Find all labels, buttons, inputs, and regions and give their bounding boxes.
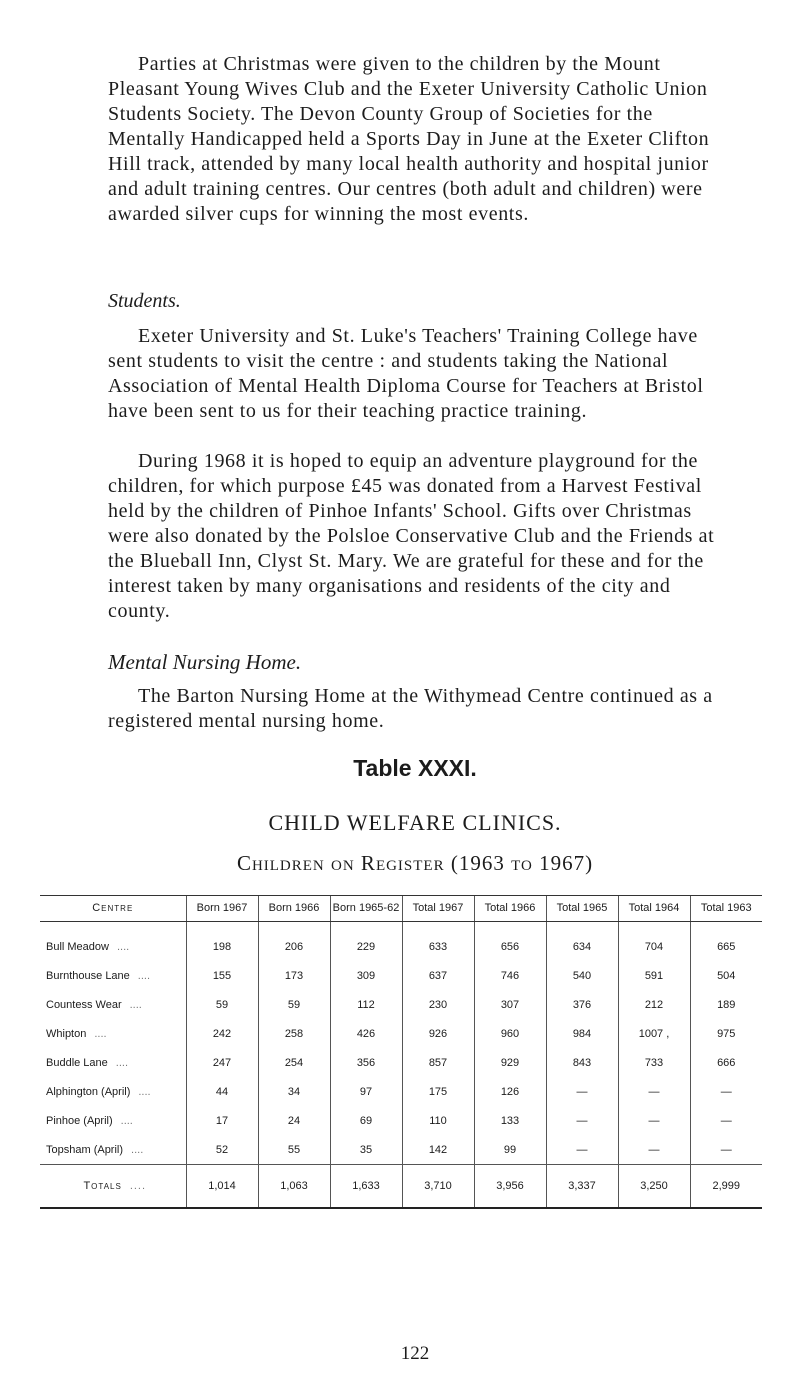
value-cell: 633: [402, 922, 474, 962]
header-total-1966: Total 1966: [474, 896, 546, 922]
centre-name: Whipton: [46, 1027, 87, 1040]
centre-name: Topsham (April): [46, 1143, 124, 1156]
value-cell: —: [618, 1106, 690, 1135]
value-cell: 843: [546, 1048, 618, 1077]
table-row: [40, 1106, 762, 1135]
value-cell: 198: [186, 922, 258, 962]
table-row: [40, 990, 762, 1019]
value-cell: 242: [186, 1019, 258, 1048]
value-cell: 309: [330, 961, 402, 990]
value-cell: 24: [258, 1106, 330, 1135]
table-subtitle-register: Children on Register (1963 to 1967): [236, 851, 594, 875]
paragraph-christmas-parties: Parties at Christmas were given to the children by the Mount Pleasant Young Wives Club and the Exeter University Catholic Union Students Society. The Devon County Group of Societies for the Mentally Handicapped held a Sports Day in June at the Exeter Clifton Hill track, attended by many local health authority and hospital junior and adult training centres. Our centres (both adult and children) were awarded silver cups for winning the most events.: [108, 53, 710, 225]
table-header-row: [40, 896, 762, 922]
leader-dots: ....: [131, 1143, 144, 1156]
value-cell: 17: [186, 1106, 258, 1135]
value-cell: 356: [330, 1048, 402, 1077]
value-cell: 3,956: [474, 1165, 546, 1209]
centre-name: Alphington (April): [46, 1085, 131, 1098]
centre-name: Pinhoe (April): [46, 1114, 113, 1127]
value-cell: 258: [258, 1019, 330, 1048]
value-cell: 59: [258, 990, 330, 1019]
table-row: [40, 922, 762, 962]
value-cell: 733: [618, 1048, 690, 1077]
value-cell: 960: [474, 1019, 546, 1048]
value-cell: 656: [474, 922, 546, 962]
value-cell: —: [546, 1106, 618, 1135]
header-born-1965-62: Born 1965-62: [330, 896, 402, 922]
value-cell: —: [618, 1135, 690, 1165]
table-row: [40, 1048, 762, 1077]
value-cell: —: [618, 1077, 690, 1106]
value-cell: 254: [258, 1048, 330, 1077]
value-cell: 99: [474, 1135, 546, 1165]
child-welfare-table-container: [40, 895, 762, 1209]
leader-dots: ....: [138, 1085, 151, 1098]
value-cell: 247: [186, 1048, 258, 1077]
heading-students: Students.: [108, 290, 181, 312]
value-cell: 504: [690, 961, 762, 990]
table-subtitle: CHILD WELFARE CLINICS.: [268, 810, 562, 835]
header-total-1963: Total 1963: [690, 896, 762, 922]
table-row: [40, 1135, 762, 1165]
centre-name: Countess Wear: [46, 998, 122, 1011]
value-cell: 229: [330, 922, 402, 962]
totals-label-cell: [40, 1165, 186, 1209]
centre-name: Burnthouse Lane: [46, 969, 130, 982]
heading-mental-nursing-home: Mental Nursing Home.: [108, 650, 302, 674]
value-cell: 1,014: [186, 1165, 258, 1209]
leader-dots: ....: [129, 1180, 147, 1192]
table-row: [40, 1077, 762, 1106]
header-total-1967: Total 1967: [402, 896, 474, 922]
totals-label: Totals: [83, 1180, 122, 1192]
value-cell: —: [690, 1077, 762, 1106]
value-cell: 52: [186, 1135, 258, 1165]
value-cell: 206: [258, 922, 330, 962]
leader-dots: ....: [94, 1027, 107, 1040]
page-number: 122: [400, 1343, 430, 1364]
header-born-1966: Born 1966: [258, 896, 330, 922]
value-cell: 112: [330, 990, 402, 1019]
centre-name-cell: [40, 1048, 186, 1077]
centre-name-cell: [40, 990, 186, 1019]
value-cell: 55: [258, 1135, 330, 1165]
header-centre: Centre: [40, 896, 186, 922]
value-cell: 666: [690, 1048, 762, 1077]
value-cell: 984: [546, 1019, 618, 1048]
value-cell: 929: [474, 1048, 546, 1077]
value-cell: —: [546, 1135, 618, 1165]
leader-dots: ....: [129, 998, 142, 1011]
centre-name-cell: [40, 1019, 186, 1048]
value-cell: 59: [186, 990, 258, 1019]
value-cell: 426: [330, 1019, 402, 1048]
value-cell: 634: [546, 922, 618, 962]
leader-dots: ....: [115, 1056, 129, 1069]
centre-name-cell: [40, 1077, 186, 1106]
value-cell: 307: [474, 990, 546, 1019]
value-cell: 1,063: [258, 1165, 330, 1209]
leader-dots: ....: [120, 1114, 133, 1127]
header-born-1967: Born 1967: [186, 896, 258, 922]
centre-name-cell: [40, 1106, 186, 1135]
value-cell: 746: [474, 961, 546, 990]
value-cell: —: [690, 1106, 762, 1135]
table-totals-row: [40, 1165, 762, 1209]
value-cell: 97: [330, 1077, 402, 1106]
value-cell: 142: [402, 1135, 474, 1165]
value-cell: 975: [690, 1019, 762, 1048]
value-cell: 376: [546, 990, 618, 1019]
child-welfare-table: [40, 895, 762, 1209]
table-body: [40, 922, 762, 1209]
table-row: [40, 961, 762, 990]
value-cell: 175: [402, 1077, 474, 1106]
value-cell: 3,250: [618, 1165, 690, 1209]
value-cell: 35: [330, 1135, 402, 1165]
leader-dots: ....: [116, 940, 130, 953]
value-cell: 44: [186, 1077, 258, 1106]
value-cell: 637: [402, 961, 474, 990]
leader-dots: ....: [137, 969, 151, 982]
value-cell: 2,999: [690, 1165, 762, 1209]
value-cell: 3,710: [402, 1165, 474, 1209]
value-cell: 34: [258, 1077, 330, 1106]
value-cell: 189: [690, 990, 762, 1019]
table-title: Table XXXI.: [353, 755, 477, 781]
value-cell: —: [546, 1077, 618, 1106]
header-total-1965: Total 1965: [546, 896, 618, 922]
paragraph-students: Exeter University and St. Luke's Teachers' Training College have sent students to visit the centre : and students taking the National Association of Mental Health Diploma Course for Teachers at Bristol have been sent to us for their teaching practice training.: [108, 325, 704, 422]
value-cell: 133: [474, 1106, 546, 1135]
table-row: [40, 1019, 762, 1048]
value-cell: 1,633: [330, 1165, 402, 1209]
centre-name-cell: [40, 922, 186, 962]
header-total-1964: Total 1964: [618, 896, 690, 922]
value-cell: 926: [402, 1019, 474, 1048]
centre-name: Buddle Lane: [46, 1056, 108, 1069]
value-cell: 857: [402, 1048, 474, 1077]
value-cell: 155: [186, 961, 258, 990]
value-cell: 126: [474, 1077, 546, 1106]
value-cell: —: [690, 1135, 762, 1165]
value-cell: 69: [330, 1106, 402, 1135]
value-cell: 110: [402, 1106, 474, 1135]
value-cell: 665: [690, 922, 762, 962]
paragraph-playground: During 1968 it is hoped to equip an adventure playground for the children, for which purpose £45 was donated from a Harvest Festival held by the children of Pinhoe Infants' School. Gifts over Christmas were also donated by the Polsloe Conservative Club and the Friends at the Blueball Inn, Clyst St. Mary. We are grateful for these and for the interest taken by many organisations and residents of the city and county.: [108, 450, 715, 622]
value-cell: 212: [618, 990, 690, 1019]
paragraph-nursing-home: The Barton Nursing Home at the Withymead Centre continued as a registered mental nursing home.: [108, 685, 713, 732]
value-cell: 230: [402, 990, 474, 1019]
centre-name-cell: [40, 961, 186, 990]
centre-name: Bull Meadow: [46, 940, 109, 953]
value-cell: 3,337: [546, 1165, 618, 1209]
value-cell: 704: [618, 922, 690, 962]
value-cell: 540: [546, 961, 618, 990]
centre-name-cell: [40, 1135, 186, 1165]
value-cell: 1007 ,: [618, 1019, 690, 1048]
value-cell: 173: [258, 961, 330, 990]
value-cell: 591: [618, 961, 690, 990]
